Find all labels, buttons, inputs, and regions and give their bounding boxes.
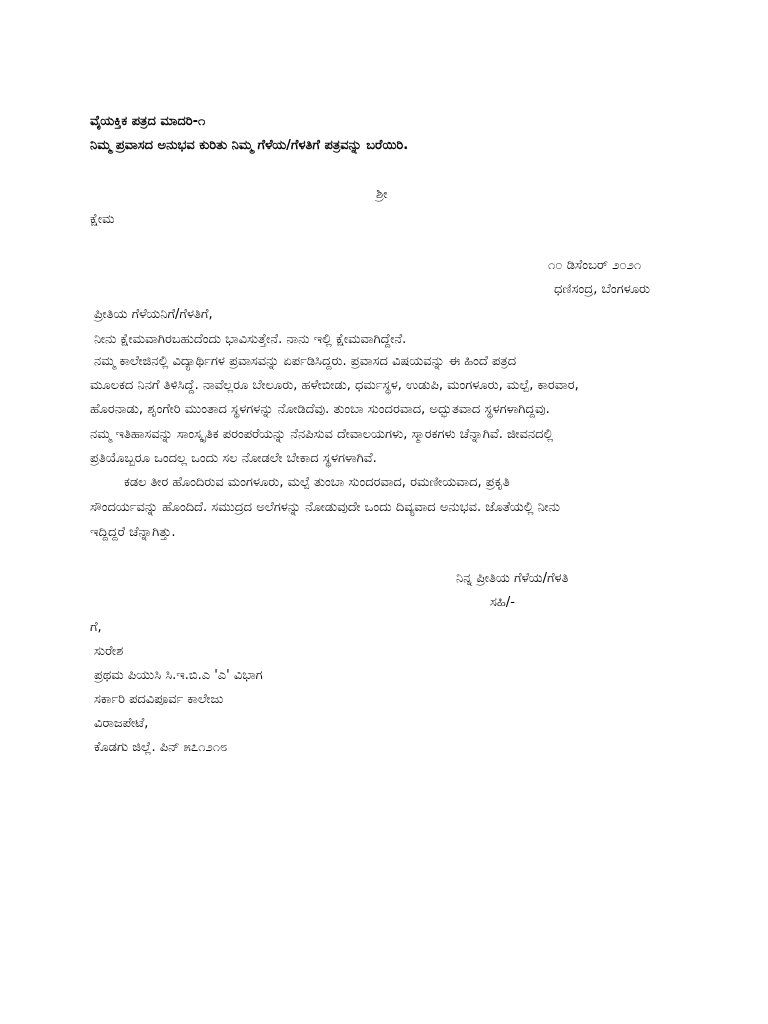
paragraph-line: ಕಡಲ ತೀರ ಹೊಂದಿರುವ ಮಂಗಳೂರು, ಮಲ್ಪೆ ತುಂಬಾ ಸುಂದರವಾದ, ರಮಣೀಯವಾದ, ಪ್ರಕೃತಿ: [124, 475, 510, 490]
address-line: ಪ್ರಥಮ ಪಿಯುಸಿ ಸಿ.ಇ.ಬಿ.ಎ 'ಎ' ವಿಭಾಗ: [94, 668, 263, 683]
paragraph-line: ಪ್ರತಿಯೊಬ್ಬರೂ ಒಂದಲ್ಲ ಒಂದು ಸಲ ನೋಡಲೇ ಬೇಕಾದ ಸ್ಥಳಗಳಾಗಿವೆ.: [90, 451, 377, 466]
salutation: ಪ್ರೀತಿಯ ಗೆಳೆಯನಿಗೆ/ಗೆಳತಿಗೆ,: [94, 307, 213, 322]
paragraph-line: ನಮ್ಮ ಇತಿಹಾಸವನ್ನು ಸಾಂಸ್ಕೃತಿಕ ಪರಂಪರೆಯನ್ನು ನೆನಪಿಸುವ ದೇವಾಲಯಗಳು, ಸ್ಮಾರಕಗಳು ಚೆನ್ನಾಗಿವೆ. ಜೀವನದಲ್ಲಿ: [90, 427, 554, 442]
greeting-word: ಕ್ಷೇಮ: [90, 212, 115, 227]
letter-instruction: ನಿಮ್ಮ ಪ್ರವಾಸದ ಅನುಭವ ಕುರಿತು ನಿಮ್ಮ ಗೆಳೆಯ/ಗೆಳತಿಗೆ ಪತ್ರವನ್ನು ಬರೆಯಿರಿ.: [90, 138, 409, 153]
letter-title: ವೈಯಕ್ತಿಕ ಪತ್ರದ ಮಾದರಿ-೧: [90, 114, 206, 129]
paragraph-line: ಮೂಲಕದ ನಿನಗೆ ತಿಳಿಸಿದ್ದೆ. ನಾವೆಲ್ಲರೂ ಬೇಲೂರು, ಹಳೇಬೀಡು, ಧರ್ಮಸ್ಥಳ, ಉಡುಪಿ, ಮಂಗಳೂರು, ಮಲ್ಪೆ, ಕಾರವಾರ,: [90, 378, 579, 393]
paragraph-line: ಹೊರನಾಡು, ಶೃಂಗೇರಿ ಮುಂತಾದ ಸ್ಥಳಗಳನ್ನು ನೋಡಿದೆವು. ತುಂಬಾ ಸುಂದರವಾದ, ಅದ್ಭುತವಾದ ಸ್ಥಳಗಳಾಗಿದ್ದವು.: [90, 402, 550, 417]
letter-date: ೧೦ ಡಿಸೆಂಬರ್ ೨೦೨೧: [548, 258, 642, 273]
paragraph-line: ಇದ್ದಿದ್ದರೆ ಚೆನ್ನಾಗಿತ್ತು.: [90, 525, 176, 540]
address-line: ವಿರಾಜಪೇಟೆ,: [94, 716, 149, 731]
letter-place: ಧಣಿಸಂದ್ರ, ಬೆಂಗಳೂರು: [554, 282, 651, 297]
invocation: ಶ್ರೀ: [376, 187, 388, 202]
closing-line: ನಿನ್ನ ಪ್ರೀತಿಯ ಗೆಳೆಯ/ಗೆಳತಿ: [456, 571, 569, 586]
address-line: ಸರ್ಕಾರಿ ಪದವಿಪೂರ್ವ ಕಾಲೇಜು: [94, 692, 224, 707]
paragraph-line: ಸೌಂದರ್ಯವನ್ನು ಹೊಂದಿದೆ. ಸಮುದ್ರದ ಅಲೆಗಳನ್ನು ನೋಡುವುದೇ ಒಂದು ದಿವ್ಯವಾದ ಅನುಭವ. ಜೊತೆಯಲ್ಲಿ ನೀನು: [90, 500, 560, 515]
signature: ಸಹಿ/-: [490, 595, 515, 610]
address-line: ಕೊಡಗು ಜಿಲ್ಲೆ. ಪಿನ್ ೫೭೧೨೧೮: [94, 740, 228, 755]
opening-line: ನೀನು ಕ್ಷೇಮವಾಗಿರಬಹುದೆಂದು ಭಾವಿಸುತ್ತೇನೆ. ನಾನು ಇಲ್ಲಿ ಕ್ಷೇಮವಾಗಿದ್ದೇನೆ.: [94, 332, 407, 347]
address-line: ಸುರೇಶ: [94, 644, 124, 659]
paragraph-line: ನಮ್ಮ ಕಾಲೇಜಿನಲ್ಲಿ ವಿದ್ಯಾರ್ಥಿಗಳ ಪ್ರವಾಸವನ್ನು ಏರ್ಪಡಿಸಿದ್ದರು. ಪ್ರವಾಸದ ವಿಷಯವನ್ನು ಈ ಹಿಂದೆ ಪತ್ರದ: [94, 354, 517, 369]
to-label: ಗೆ,: [90, 620, 102, 635]
